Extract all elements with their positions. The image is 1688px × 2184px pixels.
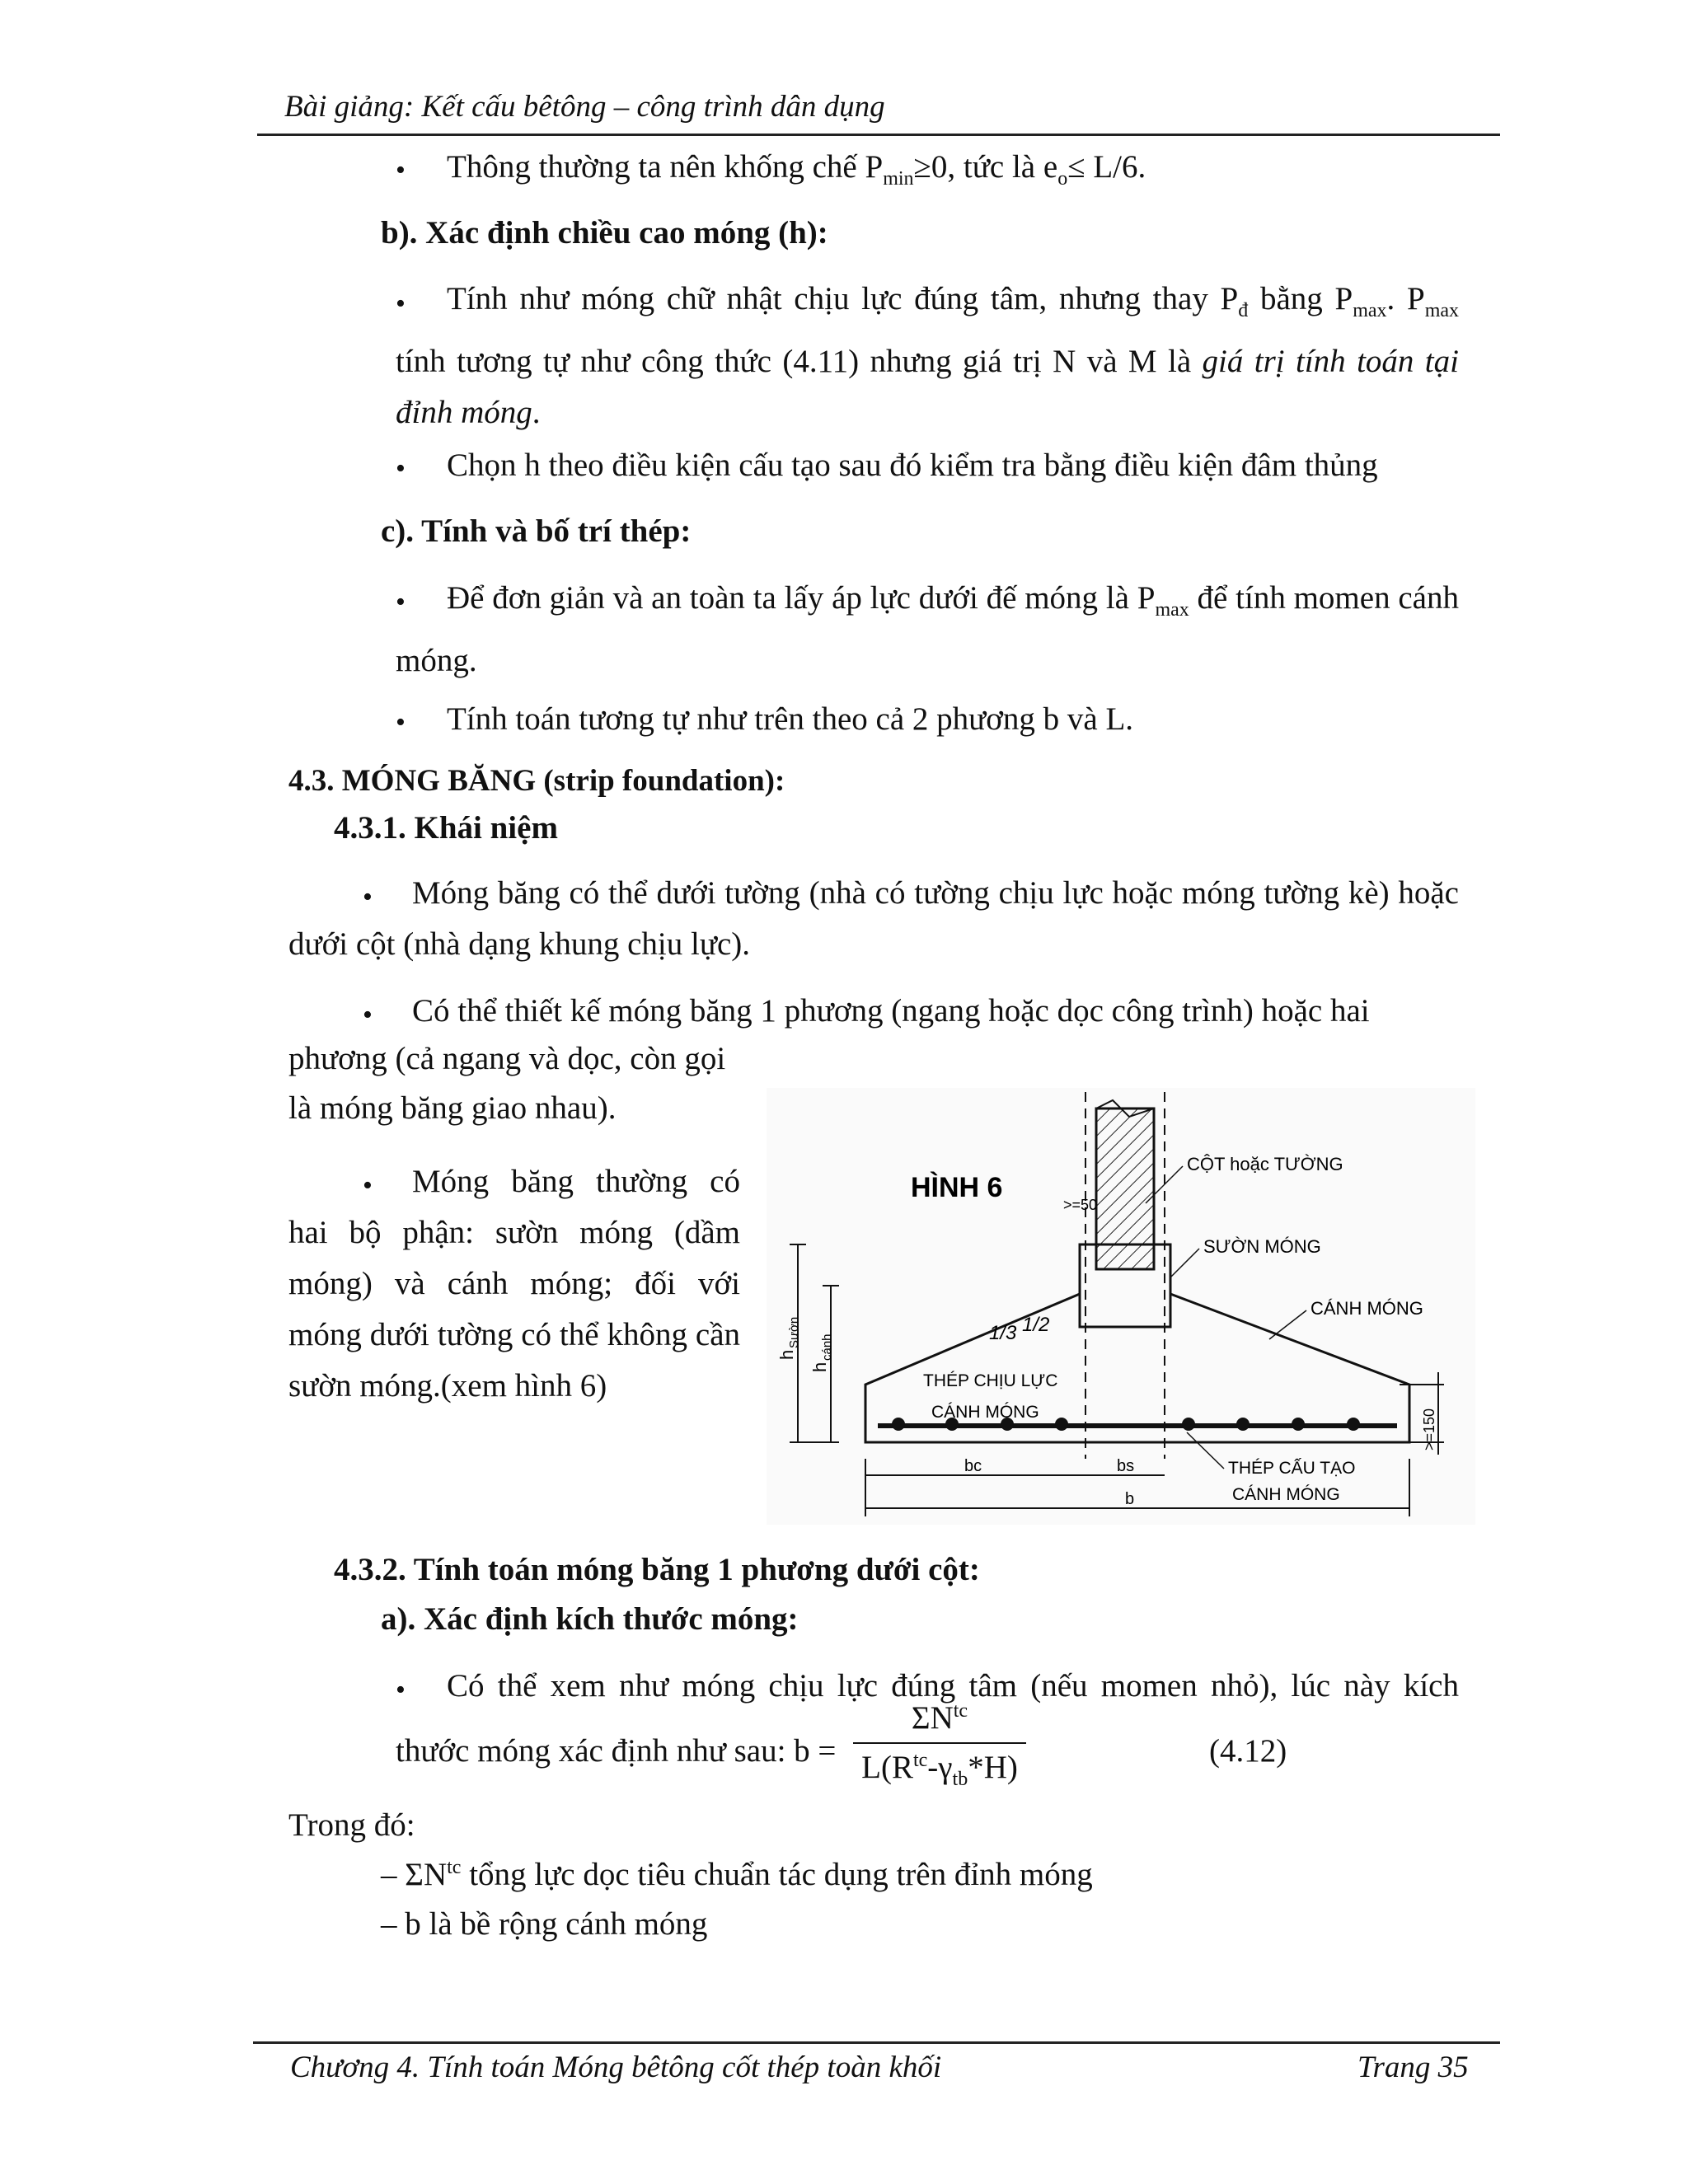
bullet-dot: • [396,453,406,484]
paragraph-line: là móng băng giao nhau). [288,1090,617,1126]
formula-lead: thước móng xác định như sau: b = [396,1733,837,1769]
rebar-dot [1236,1418,1250,1431]
rebar-dot [1182,1418,1195,1431]
bullet-paragraph: Móng băng thường có hai bộ phận: sườn móng (dầm móng) và cánh móng; đối với móng dưới tường có thể không cần sườn móng.(xem hình 6) [288,1164,741,1404]
rebar-dot [1347,1418,1360,1431]
header-title: Bài giảng: Kết cấu bêtông – công trình dân dụng [284,90,885,124]
bullet-dot: • [396,155,406,185]
label-main-steel-2: CÁNH MÓNG [931,1403,1039,1422]
label-column: CỘT hoặc TƯỜNG [1187,1154,1343,1174]
definition-item: – $\Sigma N^{tc}$ tổng lực dọc tiêu chuẩn tác dụng trên đỉnh móng [381,1857,1093,1892]
section-heading: c). Tính và bố trí thép: [381,513,692,549]
rebar-dot [1055,1418,1068,1431]
dim-bs: bs [1117,1457,1135,1475]
bullet-dot: • [396,707,406,738]
bullet-dot: • [363,882,373,912]
figure-title: HÌNH 6 [911,1172,1003,1203]
equation-number: (4.12) [1209,1733,1287,1769]
label-main-steel: THÉP CHỊU LỰC [923,1371,1058,1390]
bullet-dot: • [363,1000,373,1030]
dim-b: b [1125,1490,1135,1508]
footer-rule [253,2041,1500,2044]
paragraph-line: Trong đó: [288,1807,415,1843]
slope-1: 1/3 [989,1322,1017,1344]
bullet-paragraph: Có thể thiết kế móng băng 1 phương (ngang hoặc dọc công trình) hoặc hai [412,993,1370,1029]
bullet-text: Thông thường ta nên khống chế $P_{min}\ge 0$, tức là $e_o\le L/6$. [447,149,1146,190]
svg-text:cánh: cánh [820,1333,834,1361]
bullet-text: Tính toán tương tự như trên theo cả 2 phương b và L. [447,701,1134,737]
definition-item: – b là bề rộng cánh móng [381,1906,708,1942]
formula-numerator: $\Sigma N^{tc}$ [911,1700,968,1736]
label-dist-steel-2: CÁNH MÓNG [1232,1485,1340,1504]
label-dist-steel: THÉP CẤU TẠO [1228,1459,1356,1478]
section-heading: a). Xác định kích thước móng: [381,1601,799,1637]
footer-chapter: Chương 4. Tính toán Móng bêtông cốt thép toàn khối [290,2050,942,2084]
bullet-paragraph: Để đơn giản và an toàn ta lấy áp lực dưới đế móng là $P_{max}$ để tính momen cánh móng. [396,580,1459,678]
dim-50: >=50 [1063,1197,1098,1213]
bullet-text: Có thể xem như móng chịu lực đúng tâm (nếu momen nhỏ), lúc này kích [447,1668,1459,1704]
rebar-dot [892,1418,905,1431]
label-rib: SƯỜN MÓNG [1203,1236,1321,1257]
bullet-paragraph: Tính như móng chữ nhật chịu lực đúng tâm, nhưng thay $P_đ$ bằng $P_{max}$. $P_{max}$ tính tương tự như công thức (4.11) nhưng giá trị N và M là giá trị tính toán tại đỉnh móng. [396,281,1460,430]
header-rule [257,134,1500,136]
svg-text:h: h [776,1349,797,1360]
svg-text:h: h [809,1361,830,1372]
footer-page: Trang 35 [1357,2050,1469,2084]
svg-text:Sườn: Sườn [787,1316,801,1348]
bullet-dot: • [396,1675,406,1705]
label-wing: CÁNH MÓNG [1311,1298,1423,1319]
section-heading: 4.3. MÓNG BĂNG (strip foundation): [288,764,785,798]
figure-6 [767,1088,1475,1525]
subsection-heading: 4.3.1. Khái niệm [334,810,558,846]
bullet-text: Chọn h theo điều kiện cấu tạo sau đó kiểm tra bằng điều kiện đâm thủng [447,448,1378,483]
bullet-paragraph: Móng băng có thể dưới tường (nhà có tường chịu lực hoặc móng tường kè) hoặc dưới cột (nhà dạng khung chịu lực). [288,875,1459,962]
bullet-dot: • [396,587,406,617]
slope-2: 1/2 [1022,1314,1050,1336]
bullet-dot: • [363,1170,373,1201]
formula-denominator: $L(R^{tc}-\gamma_{tb}*H)$ [861,1750,1018,1790]
dim-150: >=150 [1421,1408,1437,1451]
fraction-bar [853,1742,1026,1744]
paragraph-line: phương (cả ngang và dọc, còn gọi [288,1041,726,1076]
rebar-dot [1292,1418,1305,1431]
subsection-heading: 4.3.2. Tính toán móng băng 1 phương dưới cột: [334,1552,980,1587]
section-heading: b). Xác định chiều cao móng (h): [381,215,828,251]
bullet-dot: • [396,288,406,319]
dim-bc: bc [964,1457,982,1475]
